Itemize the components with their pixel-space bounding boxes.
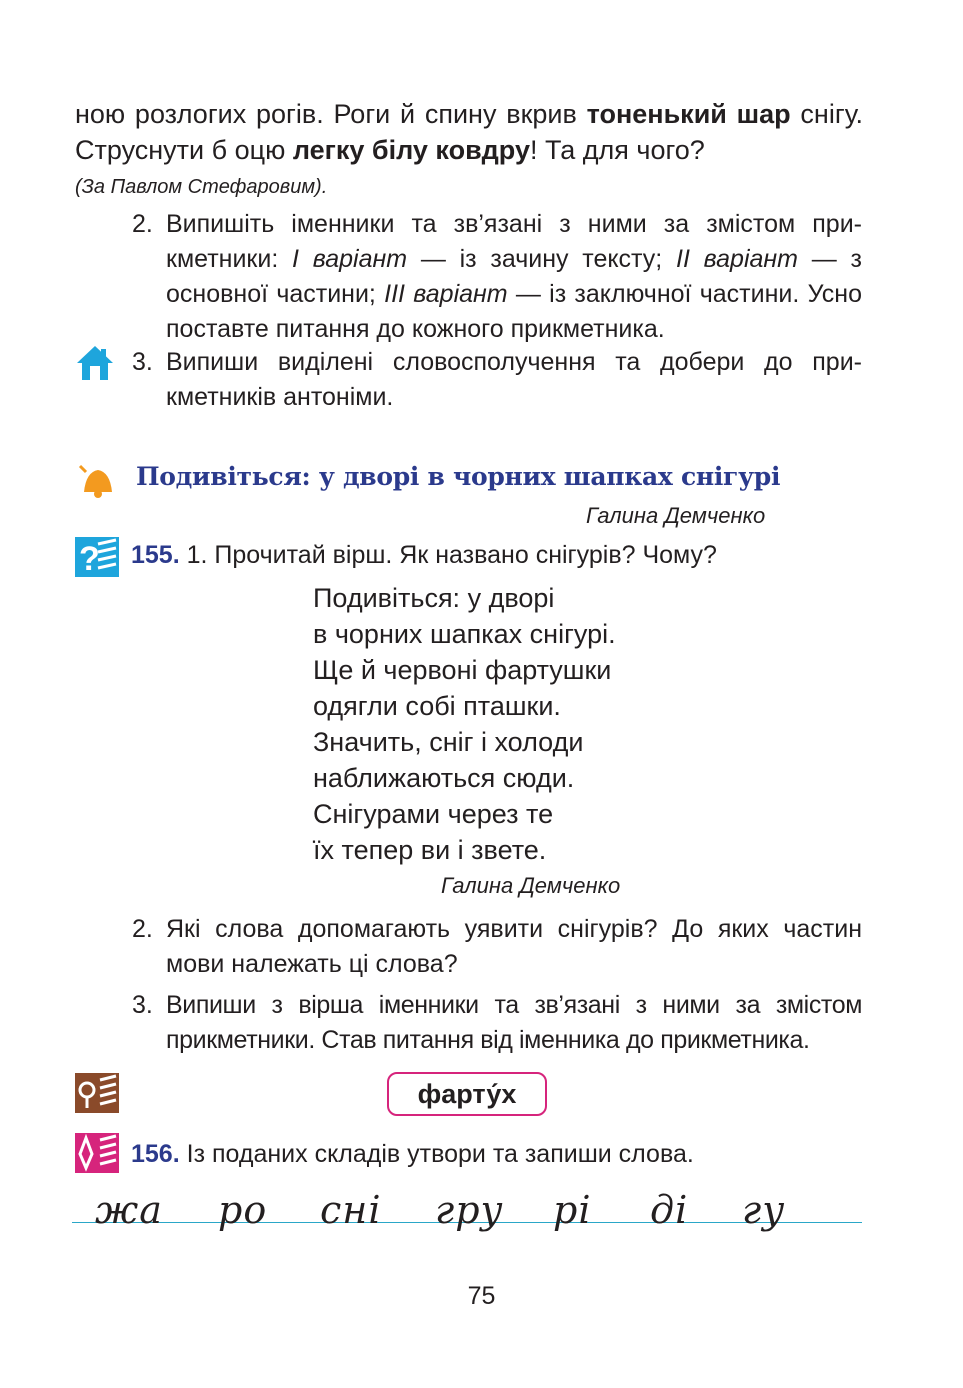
text-paragraph [75, 96, 863, 168]
poem-line: Снігурами через те [313, 799, 554, 829]
task-text: — із зачину тексту; [407, 245, 676, 273]
task-text: Із поданих складів утвори та запиши слова. [186, 1140, 694, 1168]
poem-line: наближаються сюди. [313, 763, 575, 793]
syllable: гру [435, 1188, 504, 1232]
task-3 [132, 345, 862, 415]
poem [313, 580, 616, 868]
paragraph-text: ною розлогих рогів. Роги й спину вкрив [75, 99, 587, 129]
text-source: (За Павлом Стефаровим). [75, 176, 328, 198]
task-text: — із заключної частини. Усно поставте питання до кожного прикметника. [166, 280, 862, 343]
exercise-number: 155. [131, 541, 180, 569]
paragraph-text: снігу. Струснути б оцю [75, 99, 863, 165]
task-number: 2. [132, 210, 153, 238]
syllable: ро [218, 1188, 268, 1232]
task-text: 1. Прочитай вірш. Як названо снігурів? Чому? [186, 541, 717, 569]
page-number: 75 [467, 1282, 496, 1310]
exercise-155-task-2 [132, 912, 862, 982]
poem-line: одягли собі пташки. [313, 691, 561, 721]
task-number: 2. [132, 915, 153, 943]
task-text: — з основної частини; [166, 245, 863, 308]
variant-label: ІІ варіант [676, 245, 799, 273]
task-number: 3. [132, 991, 153, 1019]
exercise-155-task-3 [132, 988, 862, 1058]
variant-label: І варіант [292, 245, 408, 273]
task-text: Які слова допомагають уявити снігурів? До яких частин мови належать ці слова? [166, 915, 862, 978]
syllable: ді [650, 1188, 689, 1232]
svg-text:?: ? [79, 540, 100, 578]
variant-label: ІІІ варіант [384, 280, 508, 308]
task-text: Випишіть іменники та зв’язані з ними за змістом прикметники: [166, 210, 862, 273]
vocabulary-book-icon [74, 1072, 120, 1114]
highlighted-phrase: легку білу ковдру [292, 135, 530, 165]
task-text: Випиши виділені словосполучення та добери до прикметників антоніми. [166, 348, 862, 411]
task-text: Випиши з вірша іменники та зв’язані з ними за змістом прикметники. Став питання від іменника до прикметника. [166, 991, 862, 1054]
syllable: гу [742, 1188, 786, 1232]
question-book-icon [74, 536, 120, 578]
bell-icon [76, 462, 118, 500]
paragraph-text: ! Та для чого? [529, 135, 705, 165]
task-number: 3. [132, 348, 153, 376]
poem-line: Подивіться: у дворі [313, 583, 555, 613]
vocabulary-word: фарту́х [387, 1072, 547, 1116]
task-2 [132, 207, 862, 347]
exercise-156-task [131, 1137, 694, 1172]
poem-line: в чорних шапках снігурі. [313, 619, 616, 649]
exercise-number: 156. [131, 1140, 180, 1168]
poem-line: Ще й червоні фартушки [313, 655, 612, 685]
syllable: рі [553, 1188, 592, 1232]
section-author: Галина Демченко [586, 503, 766, 528]
syllable: сні [320, 1188, 382, 1232]
house-icon [75, 344, 115, 382]
highlighted-phrase: тоненький шар [586, 99, 791, 129]
poem-author: Галина Демченко [441, 873, 621, 898]
poem-line: їх тепер ви і звете. [313, 835, 547, 865]
exercise-155-task-1 [131, 538, 717, 573]
section-title: Подивіться: у дворі в чорних шапках снігурі [136, 462, 781, 491]
writing-book-icon [74, 1132, 120, 1174]
syllable: жа [95, 1188, 163, 1232]
poem-line: Значить, сніг і холоди [313, 727, 584, 757]
